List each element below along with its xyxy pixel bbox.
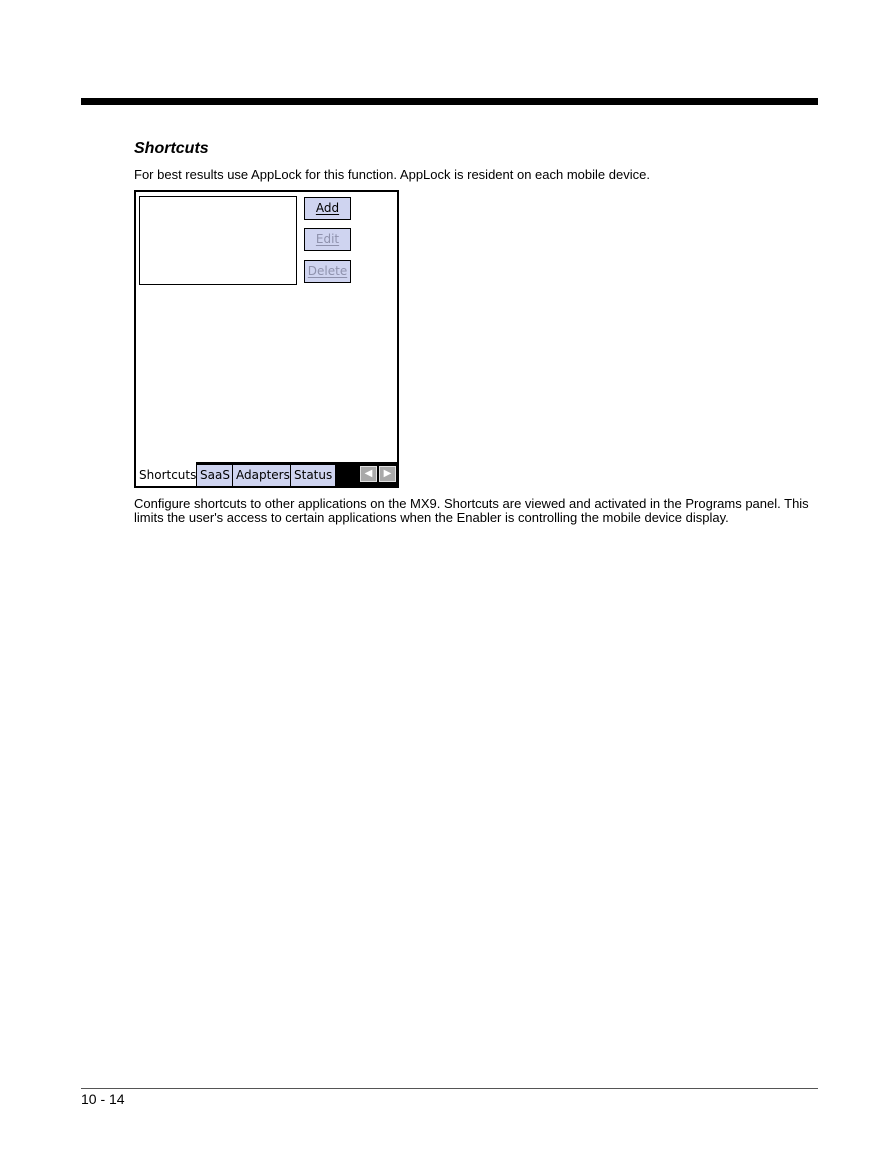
tab-bar: [136, 462, 397, 486]
description-paragraph: Configure shortcuts to other applications on the MX9. Shortcuts are viewed and activated in the Programs panel. This limits the user's access to certain applications when the Enabler is controlling the mobile device display.: [134, 496, 809, 525]
tab-adapters[interactable]: Adapters: [233, 465, 291, 486]
edit-button[interactable]: Edit: [304, 228, 351, 251]
add-button[interactable]: Add: [304, 197, 351, 220]
section-title: Shortcuts: [134, 140, 209, 157]
chevron-right-icon[interactable]: ▶: [379, 466, 396, 482]
header-rule: [81, 98, 818, 105]
footer-rule: [81, 1088, 818, 1089]
device-screenshot: [134, 190, 399, 488]
page-number: 10 - 14: [81, 1091, 125, 1107]
tab-status[interactable]: Status: [291, 465, 336, 486]
delete-button[interactable]: Delete: [304, 260, 351, 283]
intro-text: For best results use AppLock for this function. AppLock is resident on each mobile device.: [134, 167, 650, 182]
tab-saas[interactable]: SaaS: [197, 465, 233, 486]
tab-shortcuts[interactable]: Shortcuts: [136, 462, 197, 486]
chevron-left-icon[interactable]: ◀: [360, 466, 377, 482]
shortcuts-listbox[interactable]: [139, 196, 297, 285]
